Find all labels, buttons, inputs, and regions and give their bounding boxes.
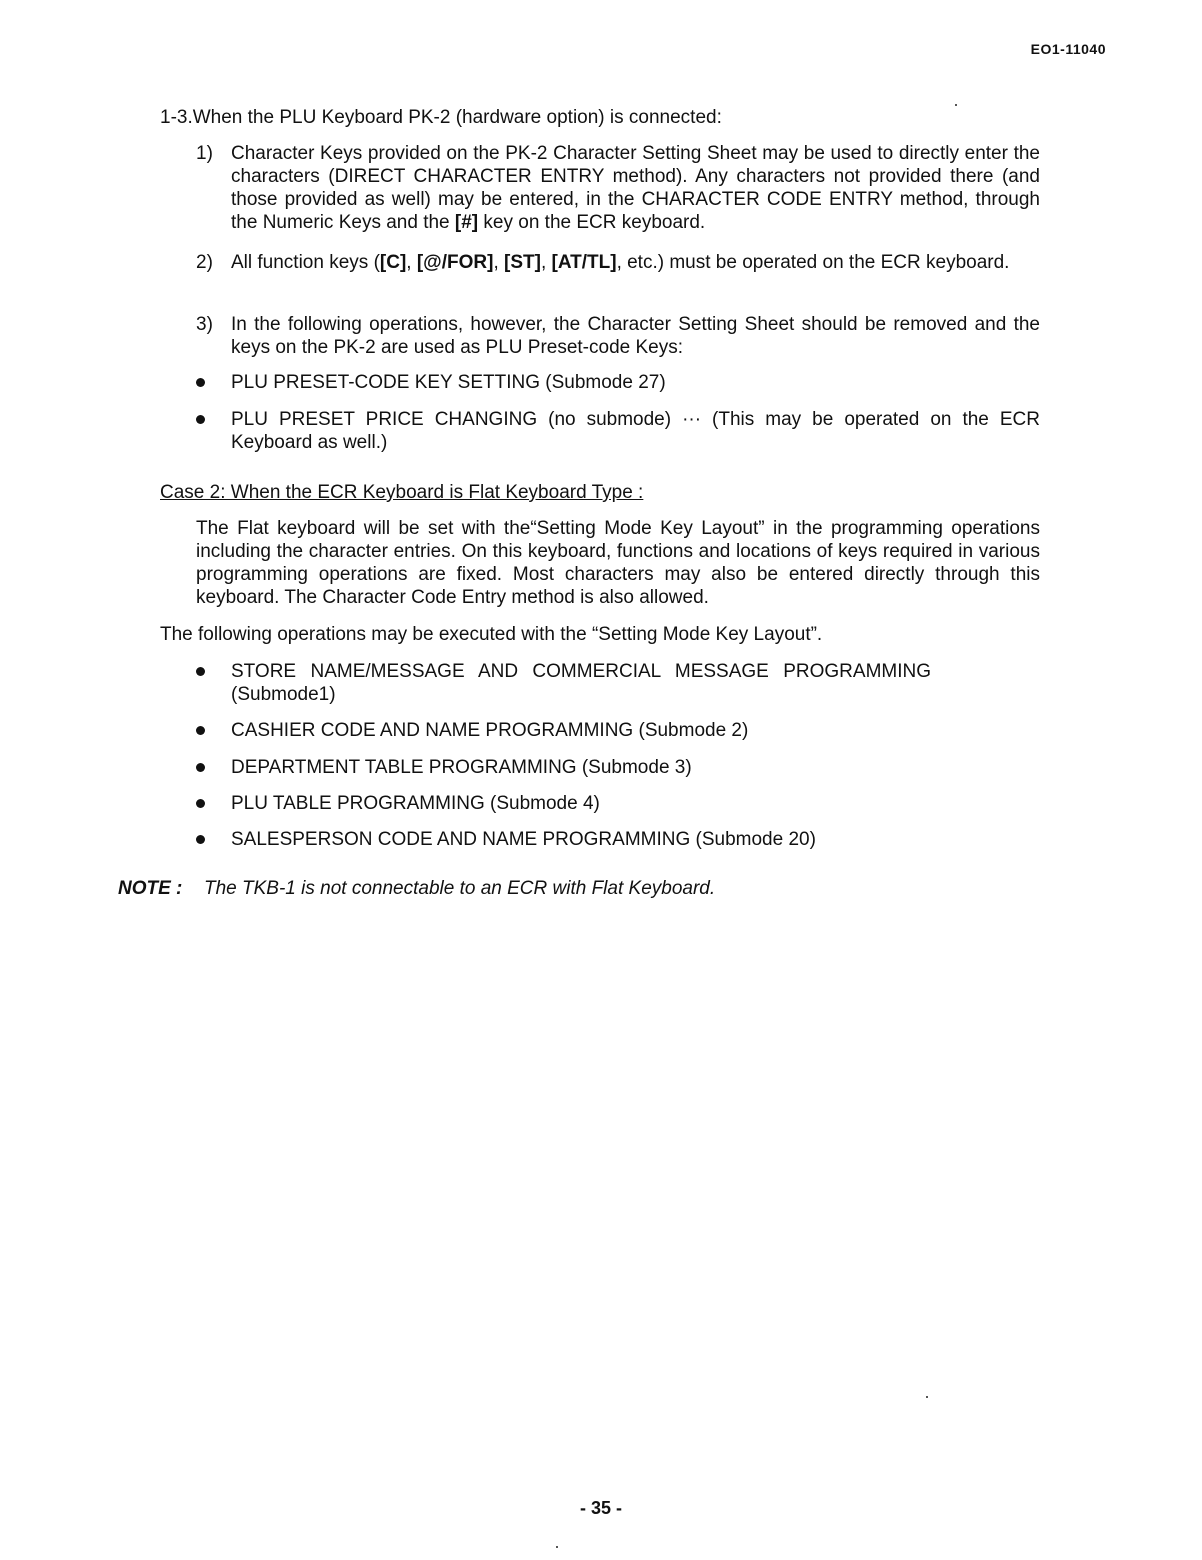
scan-speck [556, 1546, 558, 1548]
item-text: All function keys ([C], [@/FOR], [ST], [AT/TL], etc.) must be operated on the ECR keyboard. [231, 252, 1010, 273]
item-number: 1) [196, 143, 213, 164]
bullet-icon [196, 799, 205, 808]
item-number: 2) [196, 252, 213, 273]
list-item: PLU PRESET PRICE CHANGING (no submode) ··· (This may be operated on the ECR Keyboard as well.) [196, 408, 1040, 454]
bullet-icon [196, 667, 205, 676]
key-at-tl: [AT/TL] [551, 252, 617, 273]
item-number: 3) [196, 314, 213, 335]
following-text: The following operations may be executed with the “Setting Mode Key Layout”. [160, 624, 823, 645]
scan-speck [955, 104, 957, 106]
section-heading: 1-3.When the PLU Keyboard PK-2 (hardware option) is connected: [160, 107, 722, 128]
key-st: [ST] [504, 252, 541, 273]
list-item: STORE NAME/MESSAGE AND COMMERCIAL MESSAGE PROGRAMMING (Submode1) [196, 660, 1040, 706]
scan-speck [926, 1396, 928, 1398]
bullet-icon [196, 835, 205, 844]
list-item: CASHIER CODE AND NAME PROGRAMMING (Submode 2) [196, 719, 1040, 742]
bullet-icon [196, 726, 205, 735]
note-label: NOTE : [118, 878, 183, 899]
item-text: Character Keys provided on the PK-2 Character Setting Sheet may be used to directly enter the characters (DIRECT CHARACTER ENTRY method). Any characters not provided there (and those provided as well) may be entered, in the CHARACTER CODE ENTRY method, through the Numeric Keys and the [#] key on the ECR keyboard. [231, 143, 1040, 233]
list-item: PLU PRESET-CODE KEY SETTING (Submode 27) [196, 371, 1040, 394]
bullet-icon [196, 763, 205, 772]
bullet-icon [196, 378, 205, 387]
page-number: - 35 - [579, 1498, 622, 1518]
note [118, 877, 1018, 900]
key-at-for: [@/FOR] [416, 252, 494, 273]
bullet-icon [196, 415, 205, 424]
case-body: The Flat keyboard will be set with the“Setting Mode Key Layout” in the programming operations including the character entries. On this keyboard, functions and locations of keys required in various programming operations are fixed. Most characters may also be entered directly through this keyboard. The Character Code Entry method is also allowed. [196, 518, 1040, 608]
list-item: SALESPERSON CODE AND NAME PROGRAMMING (Submode 20) [196, 828, 1040, 851]
item-text: In the following operations, however, the Character Setting Sheet should be removed and the keys on the PK-2 are used as PLU Preset-code Keys: [231, 314, 1040, 358]
list-item: PLU TABLE PROGRAMMING (Submode 4) [196, 792, 1040, 815]
case-heading: Case 2: When the ECR Keyboard is Flat Keyboard Type : [160, 482, 644, 503]
key-c: [C] [379, 252, 407, 273]
numbered-item-3 [196, 313, 1040, 359]
list-item: DEPARTMENT TABLE PROGRAMMING (Submode 3) [196, 756, 1040, 779]
document-id: EO1-11040 [1030, 41, 1106, 57]
hash-key: [#] [454, 212, 479, 233]
numbered-item-2 [196, 251, 1040, 274]
numbered-item-1 [196, 142, 1040, 234]
note-text: The TKB-1 is not connectable to an ECR with Flat Keyboard. [204, 878, 716, 899]
